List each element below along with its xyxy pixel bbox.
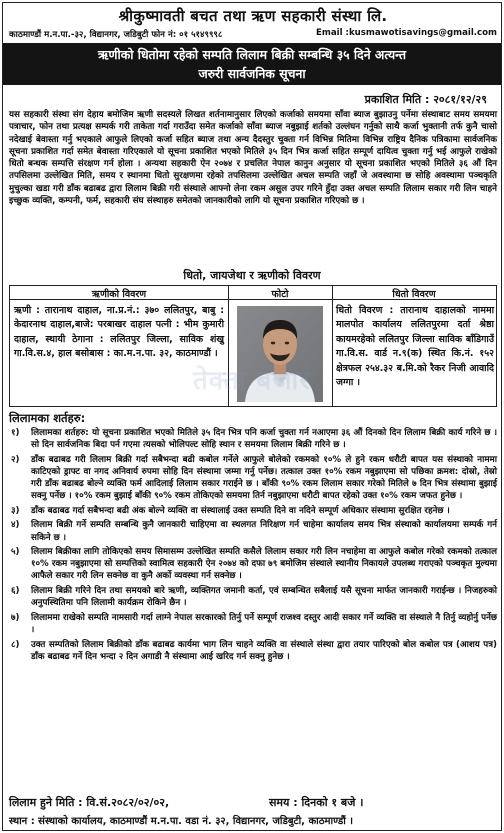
- term-item: [9, 427, 497, 451]
- auction-date: लिलाम हुने मिति : वि.सं.२०८२/०२/०२,: [9, 796, 170, 809]
- collateral-details: धितो विवरण : तारानाथ दाहालको नाममा मालपोत कार्यालय ललितपुरमा दर्ता श्रेष्ठा कायमरहेको ललितपुर जिल्ला साविक बाँडिगाउँ गा.वि.स. वार्ड न.९(क) स्थित कि.नं. १५२ क्षेत्रफल २५४.३२ ब.मि.को रैकर निजी आवादि जग्गा ।: [336, 305, 494, 389]
- term-item: [9, 585, 497, 609]
- notice-title-bar: [3, 43, 501, 85]
- organization-address: काठमाण्डौं म.न.पा.-३२, विद्यानगर, जडिबुटी फोन नं: ०१ ५१४९९९८: [9, 30, 223, 40]
- details-table-header: [10, 286, 496, 300]
- term-text: उक्त सम्पतिको लिलाम बिक्रीको डाँक बढाबढ कार्यमा भाग लिन चाहने व्यक्ति वा संस्थाले संस्था द्वारा तयार पारिएको बोल कबोल पत्र (आशय पत्र) डाँक बढाबढ गर्ने दिन भन्दा २ दिन अगाडी नै संस्थामा आई खरिद गर्न सक्नु हुनेछ ।: [31, 639, 497, 662]
- auction-time: समय : दिनको १ बजे ।: [269, 796, 364, 809]
- term-text: लिलाम बिक्रीका लागि तोकिएको समय सिमासम्म उल्लेखित सम्पति कसैले लिलाम सकार गरी लिन नचाहेमा वा आफुले कबोल गरेको रकमको तत्काल १०% रकम नबुझाएमा सो सम्पत्तिको स्वामित्व सहकारी ऐन २०७४ को दफा ७९ बमोजिम संस्थाले स्थानीय निकायले उपलब्ध गराएको पञ्चकृत मुल्यमा आफैले सकार गरी लिन सक्नेछ वा कुनै अर्को व्यवस्था गर्न सक्नेछ ।: [31, 547, 497, 582]
- notice-title-line1: ऋणीको धितोमा रहेको सम्पति लिलाम बिक्री सम्बन्धि ३५ दिने अत्यन्त: [97, 47, 407, 62]
- organization-email: Email :kusmawotisavings@gmail.com: [316, 28, 497, 38]
- notice-title-line2: जरुरी सार्वजनिक सूचना: [198, 66, 306, 81]
- terms-title: लिलामका शर्तहरु:: [9, 411, 86, 425]
- table-divider: [332, 286, 333, 406]
- term-number: १): [11, 428, 20, 438]
- term-number: २): [11, 454, 20, 465]
- organization-name: श्रीकुष्मावती बचत तथा ऋण सहकारी संस्था लि.: [118, 7, 388, 25]
- term-number: ३): [11, 505, 20, 516]
- terms-list: [9, 427, 497, 665]
- term-item: [9, 454, 497, 502]
- watermark: तेक्ता बजार: [193, 366, 311, 396]
- header-borrower: ऋणीको विवरण: [91, 289, 147, 300]
- term-item: [9, 519, 497, 543]
- auction-place: स्थान : संस्थाको कार्यालय, काठमाण्डौं म.न.पा. वडा नं. ३२, विद्यानगर, जडिबुटी, काठमाण्डौं ।: [9, 816, 354, 827]
- term-number: ४): [11, 520, 20, 531]
- term-number: ६): [11, 586, 20, 597]
- term-number: ५): [11, 547, 20, 558]
- intro-paragraph: यस सहकारी संस्था संग देहाय बमोजिम ऋणी सदस्यले लिखत शर्तनामानुसार लिएको कर्जाको समयमा साँवा ब्याज बुझाउनु पर्नेमा संस्थाबाट समय समयमा पत्राचार, फोन तथा प्रत्यक्ष सम्पर्क गरी ताकेता गर्दा गराउँदा समेत कर्जाको साँवा ब्याज नबुझाई शर्तको उल्लंघन गर्नुको साथै कर्जा भुक्तानी तर्फ कुनै चासो नदेखाई बेवास्ता गर्नु भएकाले आफुले लिएको कर्जा सहित ब्याज तथा अन्य दैदस्तुर चुक्ता गर्न विभिन्न मितिमा विभिन्न राष्ट्रिय दैनिक पत्रिकामा सार्वजनिक सूचना प्रकाशित गर्दा समेत बेवास्ता गरिएकाले यो सूचना प्रकाशित भएको मितिले ३५ दिन भित्र कर्जा सहित सम्पूर्ण दायित्व चुक्ता गर्नु भई आफुले राखेको धितो बन्धक सम्पत्ति संरक्षण गर्न होला । अन्यथा सहकारी ऐन २०७४ र प्रचलित नेपाल कानुन अनुसार यो सूचना प्रकाशित भएको मितिले ३६ औं दिन तपसिलमा उल्लेखित मिति, समय र स्थानमा धितो सुरक्षणमा रहेको तपसिलमा उल्लेखित अचल सम्पति जहाँ जे अवस्थामा छ सोहि अवस्थामा पञ्चकृति मुचुल्का खडा गरी डाँक बढाबढ द्वारा लिलाम बिक्री गरी संस्थाले आफ्नो लेना रकम असुल उपर गरिने हुँदा उक्त अचल सम्पति लिलाम सकार गरी लिन चाहने इच्छुक व्यक्ति, कम्पनी, फर्म, सहकारी संघ संस्थाहरु समेतको जानकारीको लागि यो सूचना प्रकाशित गरिएको छ ।: [9, 110, 497, 207]
- term-text: डाँक बढाबढ गरी लिलाम बिक्री गर्दा सबैभन्दा बढी कबोल गर्नेले आफुले बोलेको रकमको १०% ले हुने रकम धरौटी बापत यस संस्थाको नाममा काटिएको ड्राफ्ट वा नगद अनिवार्य रुपमा सोहि दिन संस्थामा जम्मा गर्नु पर्नेछ। तत्काल उक्त १०% रकम नबुझाएमा सो पछिका क्रमश: दोस्रो, तेस्रो गरी डाँक बढाबढ बोल्ने व्यक्ति फर्म आदिलाई लिलाम सकार गराईने छ । बाँकी ९०% रकम लिलाम सकार गरेको मितिले ७ दिन भित्र संस्थामा बुझाई सक्नु पर्नेछ । १०% रकम बुझाई बाँकी ९०% रकम तोकिएको समयमा तिर्न नबुझाएमा धरौटी बापत रहेको उक्त १०% रकम जफत हुनेछ ।: [31, 454, 497, 502]
- header-collateral: धितो विवरण: [392, 289, 436, 300]
- term-number: ८): [11, 639, 20, 650]
- term-number: ७): [11, 612, 20, 623]
- borrower-details: ऋणी : तारानाथ दाहाल, ना.प्र.नं.: ३७० ललितपुर, बाबु : केदारनाथ दाहाल,बाजे: परबाखर दाहाल पत्नी : भीम कुमारी दाहाल, स्थायी ठेगाना : ललितपुर जिल्ला, साविक शंखु गा.वि.स.४, हाल बसोबास : का.म.न.पा. ३२, काठमाण्डौं ।: [14, 305, 224, 360]
- term-item: [9, 505, 497, 517]
- term-text: डाँक बढाबढ गर्दा सबैभन्दा बढी अंक बोल्ने व्यक्ति वा संस्थालाई उक्त सम्पति दिने वा नदिने सम्पूर्ण अधिकार संस्थामा सुरक्षित रहनेछ ।: [31, 505, 450, 516]
- public-notice: [2, 2, 502, 831]
- details-section-title: धितो, जायजेथा र ऋणीको विवरण: [183, 269, 321, 282]
- header-photo: फोटो: [271, 289, 289, 300]
- term-text: लिलामका शर्तहरु: यो सूचना प्रकाशित भएको मितिले ३५ दिन भित्र पनि कर्जा चुक्ता गर्न नआएमा ३६ औं दिनको दिन लिलाम बिक्री कार्य गरिने छ । सो दिन सार्वजनिक बिदा पर्न गएमा त्यसको भोलिपल्ट सोहि स्थान र समयमा लिलाम बिक्री गरिने छ ।: [31, 428, 497, 451]
- term-item: [9, 546, 497, 582]
- term-item: [9, 612, 497, 636]
- publish-date: प्रकाशित मिति : २०८१/१२/२९: [364, 93, 487, 106]
- term-item: [9, 639, 497, 663]
- term-text: लिलाम बिक्री गरिने दिन तथा समयको बारे ऋणी, व्यक्तिगत जमानी कर्ता, एवं सम्बन्धित सबैलाई यसै सूचना मार्फत जानकारी गराईन्छ । निजहरुको अनुपस्थितिमा पनि लिलामी कार्यक्रम रोकिने छैन ।: [31, 586, 497, 609]
- term-text: लिलाम बिक्री गर्ने सम्पति सम्बन्धि कुनै जानकारी चाहिएमा वा स्थलगत निरिक्षण गर्न चाहेमा कार्यालय समय भित्र संस्थाको कार्यालयमा सम्पर्क गर्न सकिने छ ।: [31, 520, 497, 543]
- auction-schedule: [9, 795, 497, 810]
- term-text: लिलाममा राखेको सम्पति नामसारी गर्दा लाग्ने नेपाल सरकारको तिर्नु पर्ने सम्पूर्ण राजश्व दस्तुर आदी सकार गर्ने व्यक्ति वा संस्थाले नै तिर्नु व्यहोर्नु पर्नेछ ।: [31, 612, 497, 635]
